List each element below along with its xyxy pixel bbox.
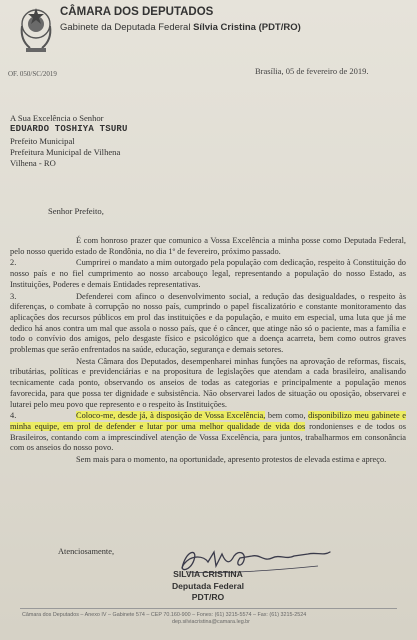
signer-name: SILVIA CRISTINA [173,569,243,579]
paragraph-5 [10,411,406,454]
highlight-2: disponibilizo meu gabinete e minha equipe, em prol de defender e lutar por uma melhor qualidade de vida dos [10,411,406,431]
signer-party: PDT/RO [191,592,225,602]
addressee-title: Prefeito Municipal [10,135,75,146]
paragraph-number-3: 3. [10,291,17,301]
paragraph-6: Sem mais para o momento, na oportunidade, apresento protestos de elevada estima e apreço. [76,455,387,465]
office-deputy-name: Sílvia Cristina (PDT/RO) [193,22,301,33]
footer-divider [20,608,397,609]
paragraph-3: Defenderei com afinco o desenvolvimento social, a redução das desigualdades, o respeito às diferenças, o combate à corrupção no nosso país, cumprindo o papel fiscalizatório e constante monitoramento das aplicações dos recursos públicos em prol das instituições e da população, e muito em especial, uma luta que já me dedico há anos contra um mal que assola o nosso país, que é o câncer, que atinge não só o paciente, mas a família e todo o convívio dos amigos, pelo desgaste físico e psicológico que a doença acarreta, bem como outros graves problemas que serão enfrentados na saúde, educação, segurança e demais setores. [10,291,406,355]
paragraph-4: Nesta Câmara dos Deputados, desempenharei minhas funções na aprovação de reformas, fiscais, tributárias, políticas e previdenciárias e na propositura de legislações que atendam a cada brasileiro, analisando tecnicamente cada ponto, observando os anseios de todas as categorias e principalmente a população menos favorecida, para que possa ter dignidade e subsistência. Não observarei lados de situação ou oposição, observarei e lutarei pelo meu povo que represento e o respeito às Instituições. [10,356,406,409]
signature-block [148,569,268,604]
addressee-city: Vilhena - RO [10,158,56,169]
paragraph-5-rest: rondonienses e de todos os Brasileiros, contando com a imprescindível atenção de Vossa Excelência, para juntos, trabalharmos em consonância com os anseios do nosso povo. [10,422,406,453]
coat-of-arms-icon [16,4,56,56]
signer-role: Deputada Federal [171,580,245,591]
footer-email: dep.silviacristina@camara.leg.br [172,619,250,625]
reference-number: OF. 050/SC/2019 [8,70,57,78]
addressee-line1: A Sua Excelência o Senhor [10,113,104,123]
footer-address: Câmara dos Deputados – Anexo IV – Gabinete 574 – CEP 70.160-900 – Fones: (61) 3215-5574 – Fax: (61) 3215-2524 [22,612,307,618]
addressee-name: EDUARDO TOSHIYA TSURU [10,124,128,135]
addressee-org: Prefeitura Municipal de Vilhena [10,146,121,157]
paragraph-2: Cumprirei o mandato a mim outorgado pela população com dedicação, respeito à Constituição do nosso país e no fiel cumprimento ao nosso arcabouço legal, representando a população do nosso Estado, as Instituições, Poderes e demais Entidades representativas. [10,258,406,289]
highlight-1: Coloco-me, desde já, à disposição de Vossa Excelência, [76,411,266,421]
salutation: Senhor Prefeito, [48,206,104,216]
paragraph-number-4: 4. [10,411,17,421]
paragraph-1: É com honroso prazer que comunico a Vossa Excelência a minha posse como Deputada Federal, pelo nosso querido estado de Rondônia, no dia 1º de fevereiro, próximo passado. [10,236,406,256]
office-subtitle [60,22,301,33]
office-prefix: Gabinete da Deputada Federal [60,22,194,33]
paragraph-5-mid: bem como, [265,411,309,421]
addressee-block [10,113,128,169]
footer [22,612,402,626]
closing: Atenciosamente, [58,547,115,556]
institution-title: CÂMARA DOS DEPUTADOS [60,6,214,18]
letter-body [10,236,406,467]
paragraph-number-2: 2. [10,258,17,268]
date-line: Brasília, 05 de fevereiro de 2019. [255,66,369,76]
